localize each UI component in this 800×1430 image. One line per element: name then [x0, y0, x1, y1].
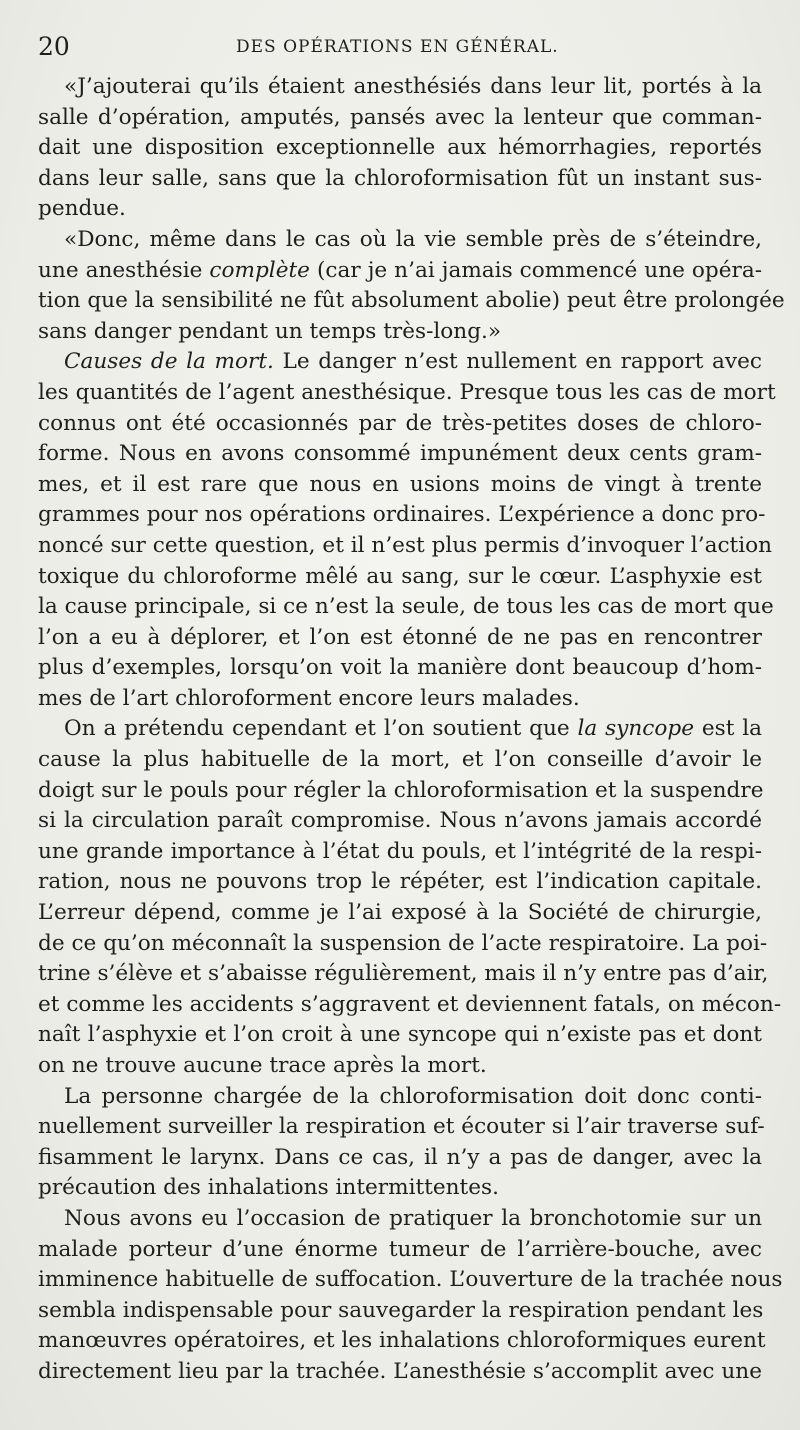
text-line: Causes de la mort. Le danger n’est nullement en rapport avec	[64, 349, 762, 375]
text-line: toxique du chloroforme mêlé au sang, sur le cœur. L’asphyxie est	[38, 563, 762, 589]
text-line: malade porteur d’une énorme tumeur de l’arrière-bouche, avec	[38, 1236, 762, 1262]
text-line: La personne chargée de la chloroformisation doit donc conti-	[64, 1083, 762, 1109]
text-line: «J’ajouterai qu’ils étaient anesthésiés dans leur lit, portés à la	[64, 74, 762, 99]
text-line: grammes pour nos opérations ordinaires. L’expérience a donc pro-	[38, 502, 766, 528]
page-header	[38, 30, 768, 64]
text-line: une grande importance à l’état du pouls, et l’intégrité de la respi-	[38, 838, 762, 864]
text-line: noncé sur cette question, et il n’est plus permis d’invoquer l’action	[38, 532, 773, 558]
text-line: de ce qu’on méconnaît la suspension de l’acte respiratoire. La poi-	[38, 930, 768, 956]
text-line: une anesthésie complète (car je n’ai jamais commencé une opéra-	[38, 257, 762, 283]
paragraph	[38, 714, 782, 1081]
text-line: imminence habituelle de suffocation. L’ouverture de la trachée nous	[38, 1267, 783, 1293]
text-line: les quantités de l’agent anesthésique. Presque tous les cas de mort	[38, 379, 776, 405]
text-line: ration, nous ne pouvons trop le répéter, est l’indication capitale.	[38, 869, 762, 895]
text-line: L’erreur dépend, comme je l’ai exposé à la Société de chirurgie,	[38, 900, 762, 926]
text-line: naît l’asphyxie et l’on croit à une syncope qui n’existe pas et dont	[38, 1022, 762, 1048]
text-line: l’on a eu à déplorer, et l’on est étonné de ne pas en rencontrer	[38, 624, 762, 650]
running-head: DES OPÉRATIONS EN GÉNÉRAL.	[236, 37, 559, 57]
paragraph	[38, 1204, 783, 1388]
text-line: tion que la sensibilité ne fût absolument abolie) peut être prolongée	[38, 288, 785, 314]
text-line: précaution des inhalations intermittentes.	[38, 1175, 499, 1201]
paragraph	[38, 72, 762, 225]
text-line: connus ont été occasionnés par de très-petites doses de chloro-	[38, 410, 762, 436]
text-line: mes, et il est rare que nous en usions moins de vingt à trente	[38, 471, 762, 497]
text-line: dans leur salle, sans que la chloroformisation fût un instant sus-	[38, 165, 762, 191]
text-line: Nous avons eu l’occasion de pratiquer la bronchotomie sur un	[64, 1205, 762, 1231]
text-line: doigt sur le pouls pour régler la chloroformisation et la suspendre	[38, 777, 764, 803]
page-number: 20	[38, 32, 70, 61]
text-line: trine s’élève et s’abaisse régulièrement, mais il n’y entre pas d’air,	[38, 961, 769, 987]
text-line: on ne trouve aucune trace après la mort.	[38, 1053, 487, 1078]
text-line: si la circulation paraît compromise. Nous n’avons jamais accordé	[38, 808, 762, 834]
text-line: directement lieu par la trachée. L’anesthésie s’accomplit avec une	[38, 1358, 762, 1384]
text-line: dait une disposition exceptionnelle aux hémorrhagies, reportés	[38, 135, 762, 161]
text-line: cause la plus habituelle de la mort, et l’on conseille d’avoir le	[38, 747, 762, 773]
text-line: nuellement surveiller la respiration et écouter si l’air traverse suf-	[38, 1114, 765, 1140]
text-line: plus d’exemples, lorsqu’on voit la manière dont beaucoup d’hom-	[38, 655, 762, 681]
text-line: forme. Nous en avons consommé impunément deux cents gram-	[38, 441, 762, 467]
text-line: la cause principale, si ce n’est la seule, de tous les cas de mort que	[38, 594, 774, 620]
text-line: «Donc, même dans le cas où la vie semble près de s’éteindre,	[64, 226, 762, 252]
text-line: et comme les accidents s’aggravent et deviennent fatals, on mécon-	[38, 991, 782, 1017]
text-line: sembla indispensable pour sauvegarder la respiration pendant les	[38, 1297, 764, 1323]
text-line: On a prétendu cependant et l’on soutient que la syncope est la	[64, 716, 763, 742]
text-line: fisamment le larynx. Dans ce cas, il n’y a pas de danger, avec la	[38, 1144, 762, 1170]
text-line: sans danger pendant un temps très-long.»	[38, 318, 502, 344]
text-line: salle d’opération, amputés, pansés avec la lenteur que comman-	[38, 104, 762, 130]
paragraph	[38, 1082, 765, 1204]
text-line: mes de l’art chloroforment encore leurs malades.	[38, 685, 580, 711]
text-line: pendue.	[38, 196, 126, 222]
body-text	[38, 72, 785, 1388]
paragraph	[38, 347, 776, 714]
paragraph	[38, 225, 785, 347]
text-line: manœuvres opératoires, et les inhalations chloroformiques eurent	[38, 1328, 766, 1354]
